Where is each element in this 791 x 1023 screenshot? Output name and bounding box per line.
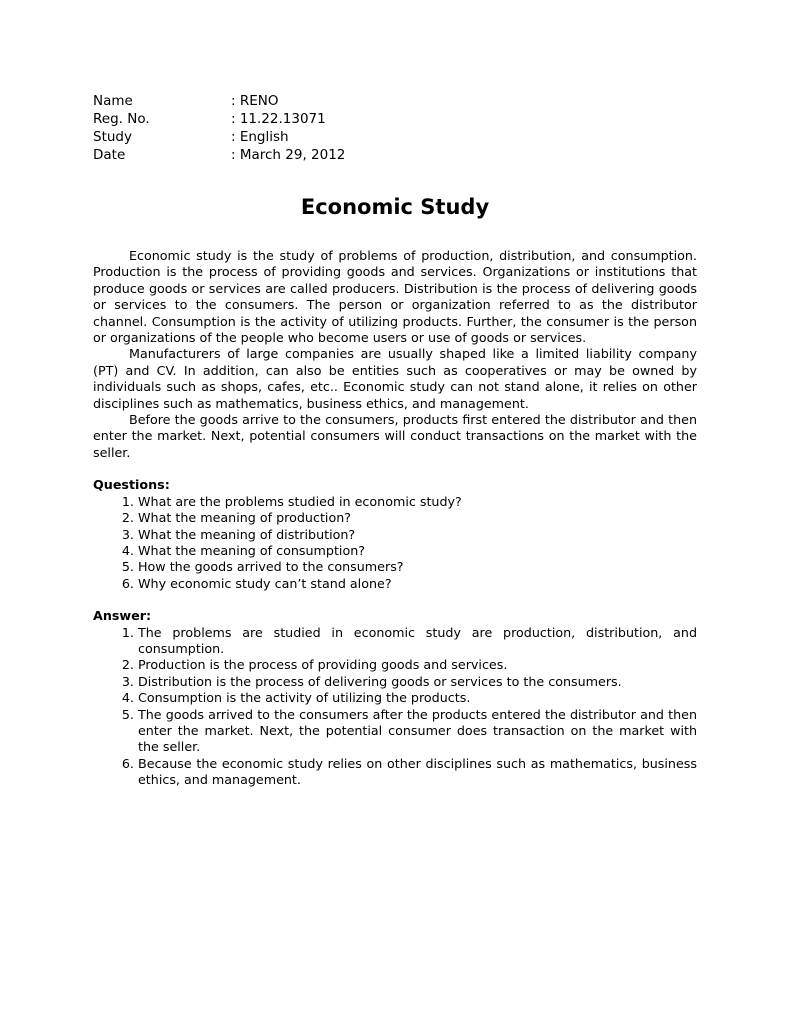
info-value: : RENO	[231, 93, 279, 109]
answer-item: 5. The goods arrived to the consumers after the products entered the distributor and then enter the market. Next, the potential consumer does transaction on the market with the seller.	[138, 707, 697, 756]
info-value: : March 29, 2012	[231, 147, 346, 163]
info-value: : 11.22.13071	[231, 111, 326, 127]
question-item: 3. What the meaning of distribution?	[138, 527, 697, 543]
answer-item: 6. Because the economic study relies on other disciplines such as mathematics, business ethics, and management.	[138, 756, 697, 789]
answer-item: 3. Distribution is the process of delivering goods or services to the consumers.	[138, 674, 697, 690]
info-row-date	[93, 146, 697, 164]
answer-item: 2. Production is the process of providing goods and services.	[138, 657, 697, 673]
question-item: 4. What the meaning of consumption?	[138, 543, 697, 559]
info-value: : English	[231, 129, 289, 145]
paragraph: Manufacturers of large companies are usually shaped like a limited liability company (PT) and CV. In addition, can also be entities such as cooperatives or may be owned by individuals such as shops, cafes, etc.. Economic study can not stand alone, it relies on other disciplines such as mathematics, business ethics, and management.	[93, 346, 697, 411]
info-label: Reg. No.	[93, 111, 150, 127]
info-row-study	[93, 128, 697, 146]
question-item: 6. Why economic study can’t stand alone?	[138, 576, 697, 592]
paragraph: Before the goods arrive to the consumers, products first entered the distributor and then enter the market. Next, potential consumers will conduct transactions on the market with the seller.	[93, 412, 697, 460]
question-item: 1. What are the problems studied in economic study?	[138, 494, 697, 510]
answer-item: 1. The problems are studied in economic study are production, distribution, and consumption.	[138, 625, 697, 658]
student-info	[93, 92, 697, 164]
answers-heading: Answer:	[93, 608, 152, 624]
info-row-name	[93, 92, 697, 110]
answers-list	[93, 625, 697, 789]
info-row-reg-no	[93, 110, 697, 128]
info-label: Date	[93, 147, 126, 163]
questions-list	[93, 494, 697, 592]
paragraph: Economic study is the study of problems of production, distribution, and consumption. Production is the process of providing goods and services. Organizations or institutions that produce goods or services are called producers. Distribution is the process of delivering goods or services to the consumers. The person or organization referred to as the distributor channel. Consumption is the activity of utilizing products. Further, the consumer is the person or organizations of the people who become users or use of goods or services.	[93, 248, 697, 346]
questions-heading: Questions:	[93, 477, 170, 493]
question-item: 5. How the goods arrived to the consumers?	[138, 559, 697, 575]
info-label: Name	[93, 93, 133, 109]
document-title: Economic Study	[300, 195, 490, 219]
document-content	[93, 92, 697, 789]
info-label: Study	[93, 129, 132, 145]
answer-item: 4. Consumption is the activity of utilizing the products.	[138, 690, 697, 706]
question-item: 2. What the meaning of production?	[138, 510, 697, 526]
body-text	[93, 248, 697, 461]
